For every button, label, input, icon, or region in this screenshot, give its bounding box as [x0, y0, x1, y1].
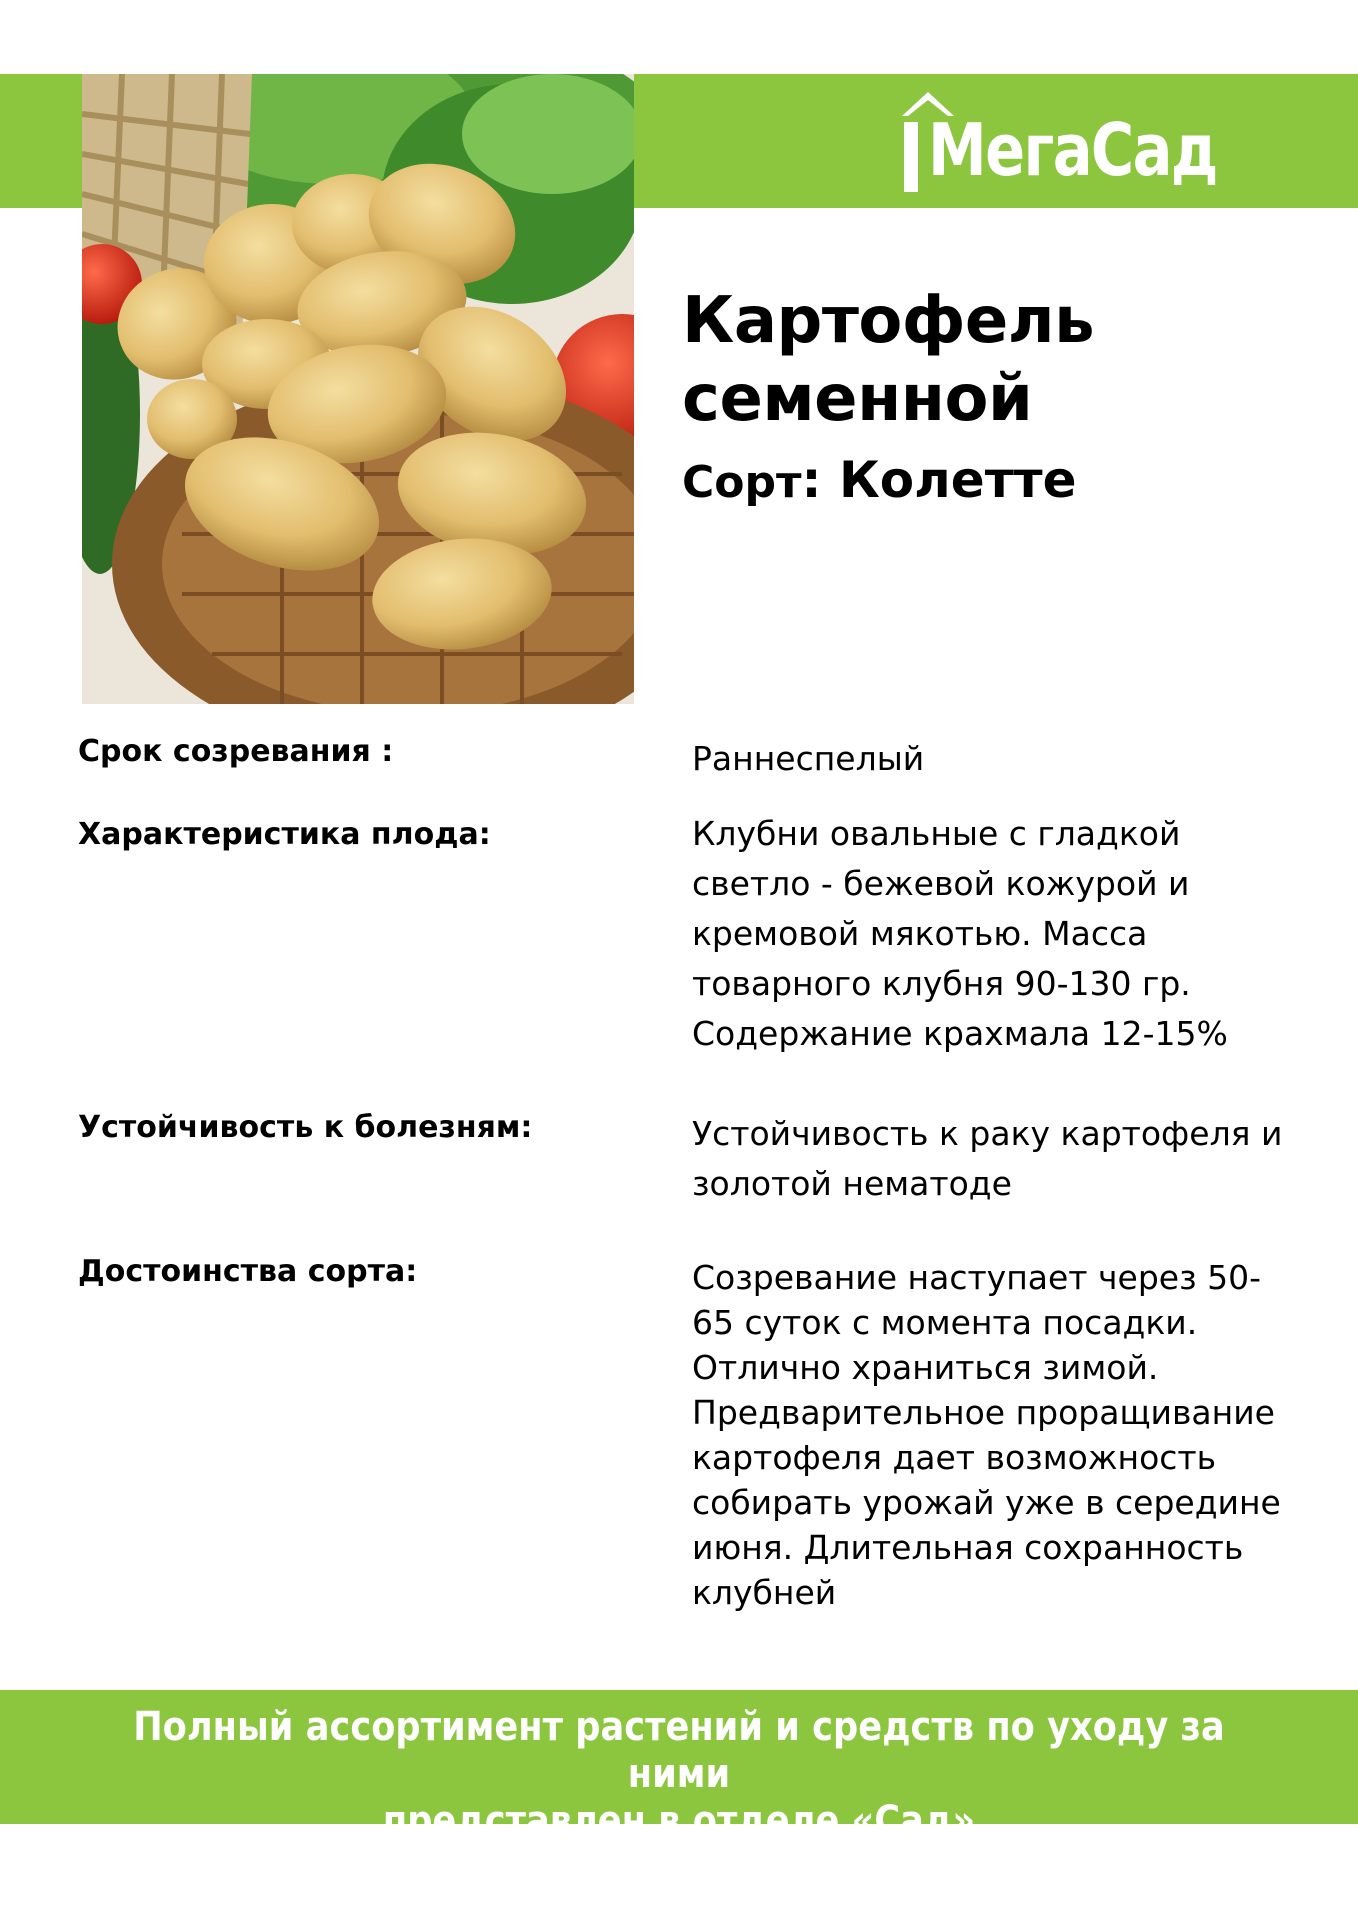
spec-label-advantages: Достоинства сорта: [78, 1254, 418, 1289]
variety-colon: : [801, 451, 839, 509]
footer-text: Полный ассортимент растений и средств по уходу за ними представлен в отделе «Сад» [133, 1704, 1225, 1844]
spec-label-resistance: Устойчивость к болезням: [78, 1110, 533, 1145]
potatoes-image [82, 74, 634, 704]
variety-name: Колетте [838, 451, 1077, 509]
product-title: Картофель семенной [682, 284, 1095, 436]
spec-label-fruit: Характеристика плода: [78, 817, 491, 852]
variety-label: Сорт [682, 457, 802, 508]
spec-value-advantages: Созревание наступает через 50- 65 суток с момента посадки. Отлично храниться зимой. Предварительное проращивание картофеля дает возможность собирать урожай уже в середине июня. Длительная сохранность клубней [692, 1258, 1281, 1612]
brand-logo [898, 82, 1280, 198]
brand-name: МегаСад [928, 108, 1217, 192]
variety-line [682, 448, 1322, 515]
spec-value-ripening: Раннеспелый [692, 739, 925, 778]
spec-label-ripening: Срок созревания : [78, 734, 394, 769]
spec-value-resistance: Устойчивость к раку картофеля и золотой нематоде [692, 1114, 1283, 1203]
product-photo [82, 74, 634, 704]
spec-value-fruit: Клубни овальные с гладкой светло - бежевой кожурой и кремовой мякотью. Масса товарного клубня 90-130 гр. Содержание крахмала 12-15% [692, 814, 1228, 1053]
